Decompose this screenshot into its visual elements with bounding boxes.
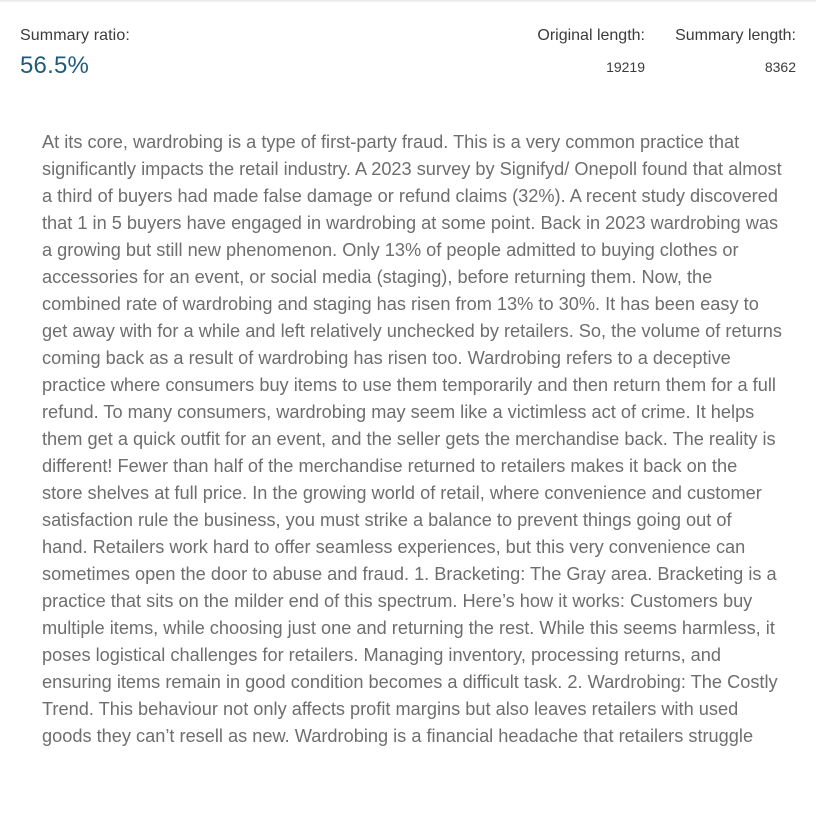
summary-stats — [0, 0, 816, 110]
summary-ratio-label: Summary ratio: — [20, 27, 130, 44]
summary-length-label: Summary length: — [675, 27, 796, 44]
summary-text: At its core, wardrobing is a type of first-party fraud. This is a very common practice that significantly impacts the retail industry. A 2023 survey by Signifyd/ Onepoll found that almost a third of buyers had made false damage or refund claims (32%). A recent study discovered that 1 in 5 buyers have engaged in wardrobing at some point. Back in 2023 wardrobing was a growing but still new phenomenon. Only 13% of people admitted to buying clothes or accessories for an event, or social media (staging), before returning them. Now, the combined rate of wardrobing and staging has risen from 13% to 30%. It has been easy to get away with for a while and left relatively unchecked by retailers. So, the volume of returns coming back as a result of wardrobing has risen too. Wardrobing refers to a deceptive practice where consumers buy items to use them temporarily and then return them for a full refund. To many consumers, wardrobing may seem like a victimless act of crime. It helps them get a quick outfit for an event, and the seller gets the merchandise back. The reality is different! Fewer than half of the merchandise returned to retailers makes it back on the store shelves at full price. In the growing world of retail, where convenience and customer satisfaction rule the business, you must strike a balance to prevent things going out of hand. Retailers work hard to offer seamless experiences, but this very convenience can sometimes open the door to abuse and fraud. 1. Bracketing: The Gray area. Bracketing is a practice that sits on the milder end of this spectrum. Here’s how it works: Customers buy multiple items, while choosing just one and returning the rest. While this seems harmless, it poses logistical challenges for retailers. Managing inventory, processing returns, and ensuring items remain in good condition becomes a difficult task. 2. Wardrobing: The Costly Trend. This behaviour not only affects profit margins but also leaves retailers with used goods they can’t resell as new. Wardrobing is a financial headache that retailers struggle — [42, 132, 782, 746]
original-length-label: Original length: — [537, 27, 645, 44]
summary-length-value: 8362 — [764, 59, 796, 75]
summary-ratio-value: 56.5% — [20, 52, 90, 79]
original-length-value: 19219 — [606, 59, 645, 75]
